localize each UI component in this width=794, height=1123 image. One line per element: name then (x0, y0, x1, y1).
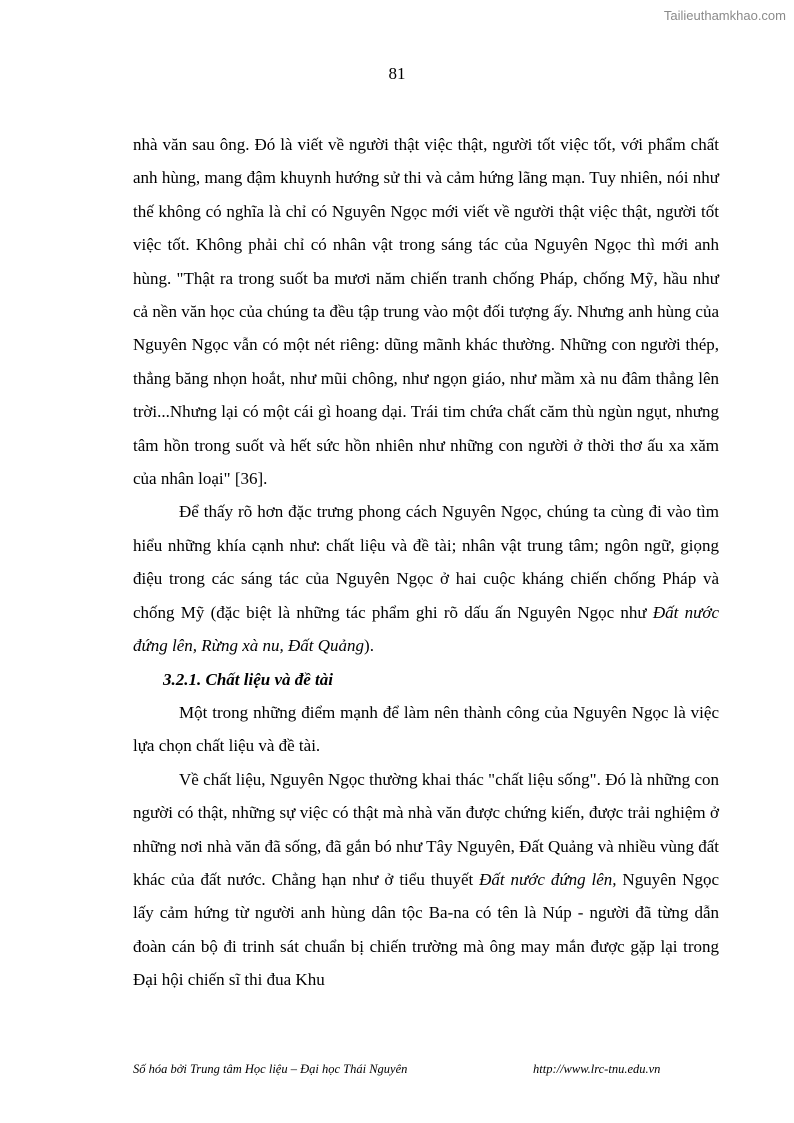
paragraph-2-text: Để thấy rõ hơn đặc trưng phong cách Nguyên Ngọc, chúng ta cùng đi vào tìm hiểu những khía cạnh như: chất liệu và đề tài; nhân vật trung tâm; ngôn ngữ, giọng điệu trong các sáng tác của Nguyên Ngọc ở hai cuộc kháng chiến chống Pháp và chống Mỹ (đặc biệt là những tác phẩm ghi rõ dấu ấn Nguyên Ngọc như (133, 502, 719, 622)
paragraph-4-text: Về chất liệu, Nguyên Ngọc thường khai thác "chất liệu sống". Đó là những con người có thật, những sự việc có thật mà nhà văn được chứng kiến, được trải nghiệm ở những nơi nhà văn đã sống, đã gắn bó như Tây Nguyên, Đất Quảng và nhiều vùng đất khác của đất nước. Chẳng hạn như ở tiểu thuyết (133, 769, 719, 889)
paragraph-3: Một trong những điểm mạnh để làm nên thành công của Nguyên Ngọc là việc lựa chọn chất liệu và đề tài. (133, 702, 719, 756)
footer-url: http://www.lrc-tnu.edu.vn (533, 1062, 661, 1076)
paragraph-2-end: ). (364, 636, 374, 656)
page-footer (133, 1062, 693, 1077)
novel-title: Đất nước đứng lên, (479, 869, 617, 889)
paragraph-4 (133, 763, 719, 997)
section-heading: 3.2.1. Chất liệu và đề tài (163, 669, 333, 689)
paragraph-4-end: Nguyên Ngọc lấy cảm hứng từ người anh hùng dân tộc Ba-na có tên là Núp - người đã từng dẫn đoàn cán bộ đi trinh sát chuẩn bị chiến trường mà ông may mắn được gặp lại trong Đại hội chiến sĩ thi đua Khu (133, 869, 719, 990)
paragraph-1: nhà văn sau ông. Đó là viết về người thật việc thật, người tốt việc tốt, với phẩm chất anh hùng, mang đậm khuynh hướng sử thi và cảm hứng lãng mạn. Tuy nhiên, nói như thế không có nghĩa là chỉ có Nguyên Ngọc mới viết về người thật việc thật, người tốt việc tốt. Không phải chỉ có nhân vật trong sáng tác của Nguyên Ngọc thì mới anh hùng. "Thật ra trong suốt ba mươi năm chiến tranh chống Pháp, chống Mỹ, hầu như cả nền văn học của chúng ta đều tập trung vào một đối tượng ấy. Nhưng anh hùng của Nguyên Ngọc vẫn có một nét riêng: dũng mãnh khác thường. Những con người thép, thẳng băng nhọn hoắt, như mũi chông, như ngọn giáo, như mầm xà nu đâm thẳng lên trời...Nhưng lại có một cái gì hoang dại. Trái tim chứa chất căm thù ngùn ngụt, nhưng tâm hồn trong suốt và hết sức hồn nhiên như những con người ở thời thơ ấu xa xăm của nhân loại" [36]. (133, 135, 719, 489)
works-title-list: Đất nước đứng lên, Rừng xà nu, Đất Quảng (133, 602, 720, 656)
page-number: 81 (388, 64, 406, 83)
body-text (133, 128, 719, 997)
footer-publisher: Số hóa bởi Trung tâm Học liệu – Đại học Thái Nguyên (133, 1062, 408, 1076)
paragraph-2 (133, 495, 719, 662)
watermark-text: Tailieuthamkhao.com (663, 8, 786, 23)
